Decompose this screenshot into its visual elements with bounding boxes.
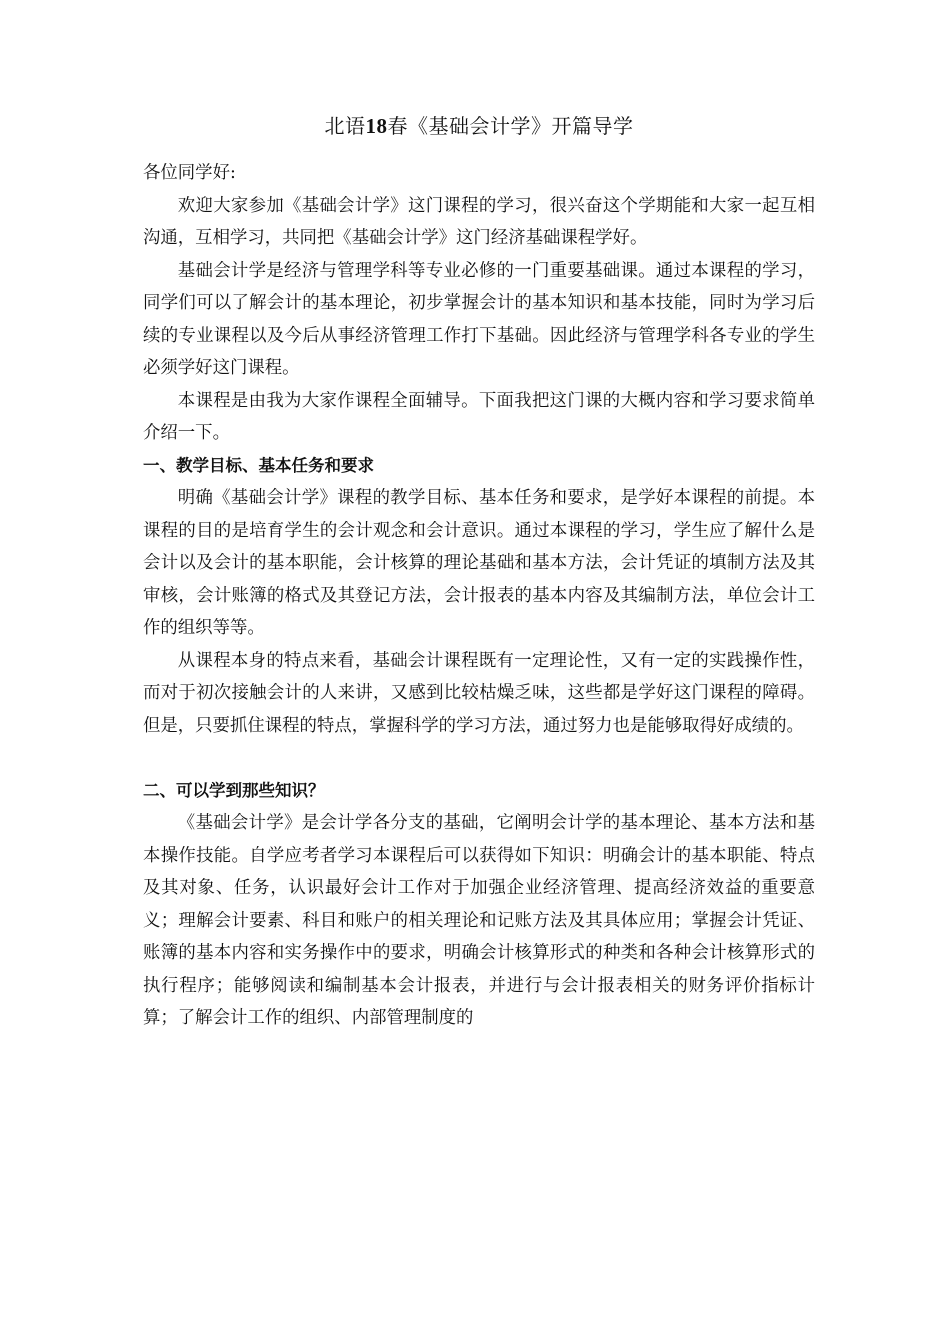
section-heading-2: 二、可以学到那些知识？ [143,780,325,800]
section1-paragraph-1: 明确《基础会计学》课程的教学目标、基本任务和要求，是学好本课程的前提。本课程的目的是培育学生的会计观念和会计意识。通过本课程的学习，学生应了解什么是会计以及会计的基本职能，会计核算的理论基础和基本方法，会计凭证的填制方法及其审核，会计账簿的格式及其登记方法，会计报表的基本内容及其编制方法，单位会计工作的组织等等。 [143,488,815,638]
title-number: 18 [365,114,388,138]
section-heading-1: 一、教学目标、基本任务和要求 [143,455,374,475]
paragraph-gap [143,742,815,775]
intro-paragraph-2: 基础会计学是经济与管理学科等专业必修的一门重要基础课。通过本课程的学习，同学们可以了解会计的基本理论，初步掌握会计的基本知识和基本技能，同时为学习后续的专业课程以及今后从事经济管理工作打下基础。因此经济与管理学科各专业的学生必须学好这门课程。 [143,260,815,378]
document-title [143,111,815,141]
intro-paragraph-1: 欢迎大家参加《基础会计学》这门课程的学习，很兴奋这个学期能和大家一起互相沟通，互相学习，共同把《基础会计学》这门经济基础课程学好。 [143,195,815,248]
section2-paragraph-1: 《基础会计学》是会计学各分支的基础，它阐明会计学的基本理论、基本方法和基本操作技能。自学应考者学习本课程后可以获得如下知识：明确会计的基本职能、特点及其对象、任务，认识最好会计工作对于加强企业经济管理、提高经济效益的重要意义；理解会计要素、科目和账户的相关理论和记账方法及其具体应用；掌握会计凭证、账簿的基本内容和实务操作中的要求，明确会计核算形式的种类和各种会计核算形式的执行程序；能够阅读和编制基本会计报表，并进行与会计报表相关的财务评价指标计算；了解会计工作的组织、内部管理制度的 [143,813,815,1028]
intro-paragraph-3: 本课程是由我为大家作课程全面辅导。下面我把这门课的大概内容和学习要求简单介绍一下。 [143,390,815,443]
greeting: 各位同学好: [143,163,236,183]
document-body [143,157,815,1035]
section1-paragraph-2: 从课程本身的特点来看，基础会计课程既有一定理论性，又有一定的实践操作性，而对于初次接触会计的人来讲，又感到比较枯燥乏味，这些都是学好这门课程的障碍。但是，只要抓住课程的特点，掌握科学的学习方法，通过努力也是能够取得好成绩的。 [143,650,815,736]
title-suffix: 春《基础会计学》开篇导学 [387,114,634,138]
title-prefix: 北语 [324,114,366,138]
